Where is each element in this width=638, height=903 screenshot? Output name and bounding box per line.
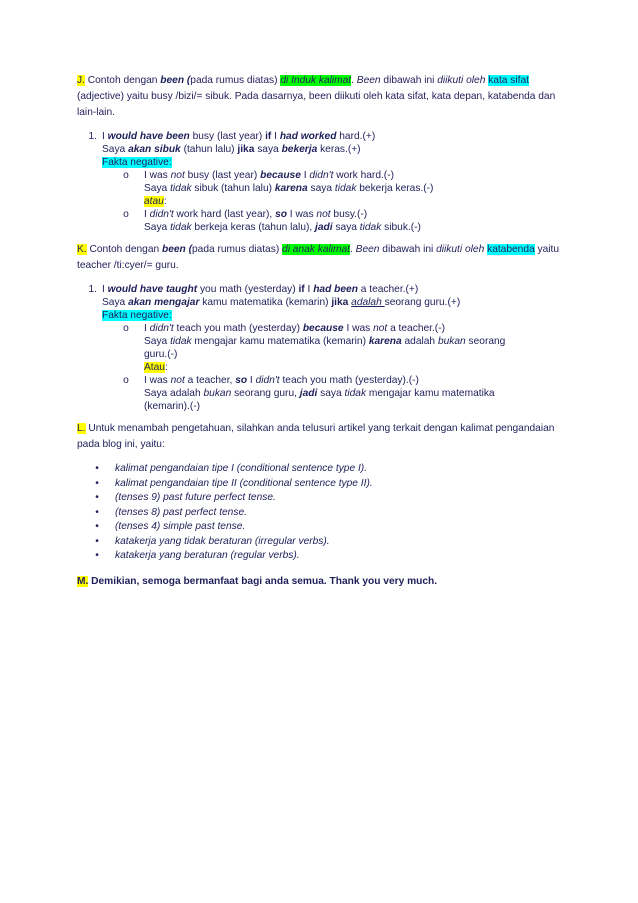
text: I [247,375,256,386]
text: tidak [170,183,192,194]
indonesian-sentence [102,143,577,156]
sub-item-body [144,208,577,234]
text: Contoh dengan [86,244,162,255]
circle-bullet-icon: o [123,170,129,181]
text: didn't [149,209,174,220]
text: had been [313,284,358,295]
text: Saya [102,297,129,308]
text [144,348,577,361]
text: because [260,170,301,181]
article-link-list [77,462,577,564]
atau-label [144,195,577,208]
text: bekerja keras.(-) [356,183,434,194]
text: I was [286,209,317,220]
text: berkeja keras (tahun lalu), [191,222,316,233]
sub-item-body [144,169,577,208]
text: so [275,209,287,220]
section-m-label: M. [77,575,89,587]
text: tidak [334,183,357,194]
bullet-icon: • [95,477,99,489]
list-item[interactable] [77,477,577,492]
circle-bullet-icon: o [123,375,129,386]
text: busy (last year) [184,170,261,181]
highlight-kata-sifat: kata sifat [488,75,529,86]
text: Saya [144,222,171,233]
article-link[interactable]: katakerja yang tidak beraturan (irregular verbs). [115,535,330,547]
text: if [298,284,305,295]
text: work hard.(-) [333,170,394,181]
text: mengajar kamu matematika (kemarin) [191,336,369,347]
bullet-icon: • [95,550,99,561]
text: seorang guru, [231,388,300,399]
list-item[interactable] [77,520,577,535]
text [144,400,577,413]
indonesian-sentence [102,296,577,309]
list-item[interactable] [77,506,577,521]
text: karena [368,336,402,347]
article-link[interactable]: kalimat pengandaian tipe II (conditional sentence type II). [115,477,373,489]
text: not [373,323,388,334]
text: I [102,131,108,142]
text: not [170,375,185,386]
section-l-label: L. [77,423,86,434]
text: Saya [144,336,171,347]
english-sentence [102,283,577,296]
list-item [77,130,577,234]
text: saya [332,222,360,233]
text: saya [254,144,282,155]
highlight-induk-kalimat: di Induk kalimat [280,75,352,86]
text: a teacher.(-) [387,323,445,334]
sub-list-item [102,169,577,208]
text [144,208,577,221]
text: keras.(+) [317,144,361,155]
text: diikuti oleh [437,75,486,86]
text: had worked [279,131,337,142]
text: bukan [437,336,466,347]
text: Contoh dengan [84,75,161,86]
fakta-negative-label [102,309,577,322]
text: Saya [144,183,171,194]
text [144,221,577,234]
text: seorang guru.(+) [384,297,461,308]
text: I [144,209,150,220]
text: you math (yesterday) [197,284,299,295]
text: guru.(-) [144,349,178,360]
example-list-j [77,130,577,234]
text [144,322,577,335]
text: tidak [170,222,192,233]
text: bukan [203,388,232,399]
text: . [350,244,356,255]
bullet-icon: • [95,492,99,503]
highlight-anak-kalimat: di anak kalimat [282,244,350,255]
list-number: 1. [88,284,97,295]
text: karena [274,183,308,194]
bullet-icon: • [95,506,99,518]
text: not [170,170,185,181]
article-link[interactable]: (tenses 4) simple past tense. [115,521,246,532]
fakta-negative-label [102,156,577,169]
text: adalah [351,297,385,308]
text: I [144,323,150,334]
text: I [102,284,108,295]
list-item[interactable] [77,491,577,506]
bullet-icon: • [95,521,99,532]
text: . [351,75,357,86]
text: Fakta negative: [102,157,172,168]
text: bekerja [281,144,318,155]
text: yaitu teacher /ti:cyer/= guru. [77,244,560,271]
text: tidak [170,336,192,347]
text: been ( [160,75,191,86]
text: pada rumus diatas) [192,244,283,255]
sub-item-body [144,374,577,413]
text: hard.(+) [336,131,376,142]
text: jika [237,144,255,155]
text: adalah [401,336,438,347]
text: I was [144,375,171,386]
text: (tahun lalu) [180,144,238,155]
text: Demikian, semoga bermanfaat bagi anda semua. Thank you very much. [88,575,438,587]
text: teach you math (yesterday).(-) [279,375,419,386]
text: would have been [107,131,190,142]
text: didn't [255,375,280,386]
text: tidak [344,388,367,399]
text: I [271,131,280,142]
text: Been [356,75,381,86]
text: Untuk menambah pengetahuan, silahkan anda telusuri artikel yang terkait dengan kalimat pengandaian pada blog ini, yaitu: [77,423,555,450]
text: pada rumus diatas) [190,75,281,86]
highlight-katabenda: katabenda [487,244,535,255]
atau-label [144,361,577,374]
english-sentence [102,130,577,143]
text: mengajar kamu matematika [366,388,495,399]
bullet-icon: • [95,463,99,474]
list-item[interactable] [77,462,577,477]
text: busy.(-) [330,209,368,220]
text: jika [331,297,349,308]
list-item [77,283,577,413]
text: didn't [309,170,334,181]
text: not [316,209,331,220]
circle-bullet-icon: o [123,209,129,220]
section-j-label: J. [77,75,85,86]
text: Saya adalah [144,388,204,399]
list-number: 1. [88,131,97,142]
text: sibuk.(-) [381,222,421,233]
text: Fakta negative: [102,310,172,321]
document-page [77,73,577,599]
text: saya [317,388,345,399]
text [144,182,577,195]
text [144,169,577,182]
text: Saya [102,144,129,155]
text: work hard (last year), [173,209,276,220]
text: I [304,284,314,295]
text: atau [144,196,164,207]
section-l-paragraph [77,421,577,453]
bullet-icon: • [95,535,99,547]
text: I [300,170,310,181]
text: so [235,375,248,386]
sub-list-item [102,208,577,234]
text: akan sibuk [128,144,181,155]
article-link[interactable]: (tenses 8) past perfect tense. [115,506,247,518]
text: (adjective) yaitu busy /bizi/= sibuk. Pada dasarnya, been diikuti oleh kata sifat, kata depan, katabenda dan lain-lain. [77,91,556,118]
text: dibawah ini [380,75,438,86]
text: a teacher.(+) [357,284,419,295]
text: Atau [144,362,165,373]
circle-bullet-icon: o [123,323,129,334]
text: jadi [299,388,318,399]
text: busy (last year) [189,131,266,142]
text: dibawah ini [379,244,437,255]
text: a teacher, [184,375,236,386]
text: if [265,131,272,142]
text: kamu matematika (kemarin) [199,297,332,308]
text: been ( [161,244,192,255]
section-j-paragraph [77,73,577,121]
text: seorang [465,336,506,347]
article-link[interactable]: katakerja yang beraturan (regular verbs). [115,550,300,561]
article-link[interactable]: (tenses 9) past future perfect tense. [115,492,276,503]
sub-list-item [102,322,577,374]
text: saya [307,183,335,194]
text: Been [355,244,380,255]
section-m-paragraph [77,574,577,590]
text [144,374,577,387]
text: tidak [359,222,382,233]
example-list-k [77,283,577,413]
sub-list-item [102,374,577,413]
text: didn't [149,323,174,334]
section-k-label: K. [77,244,87,255]
list-item[interactable] [77,535,577,550]
text: jadi [315,222,333,233]
text: because [302,323,344,334]
text: : [163,196,167,207]
section-k-paragraph [77,242,577,274]
text: diikuti oleh [436,244,485,255]
list-item-body [102,130,577,234]
text [144,335,577,348]
text: would have taught [107,284,198,295]
text: sibuk (tahun lalu) [191,183,275,194]
text: (kemarin).(-) [144,401,201,412]
text [144,387,577,400]
text: I was [144,170,171,181]
list-item[interactable] [77,549,577,564]
text: akan mengajar [128,297,200,308]
text: teach you math (yesterday) [173,323,303,334]
article-link[interactable]: kalimat pengandaian tipe I (conditional sentence type I). [115,463,368,474]
text: : [164,362,168,373]
text: I was [343,323,374,334]
sub-item-body [144,322,577,374]
list-item-body [102,283,577,413]
